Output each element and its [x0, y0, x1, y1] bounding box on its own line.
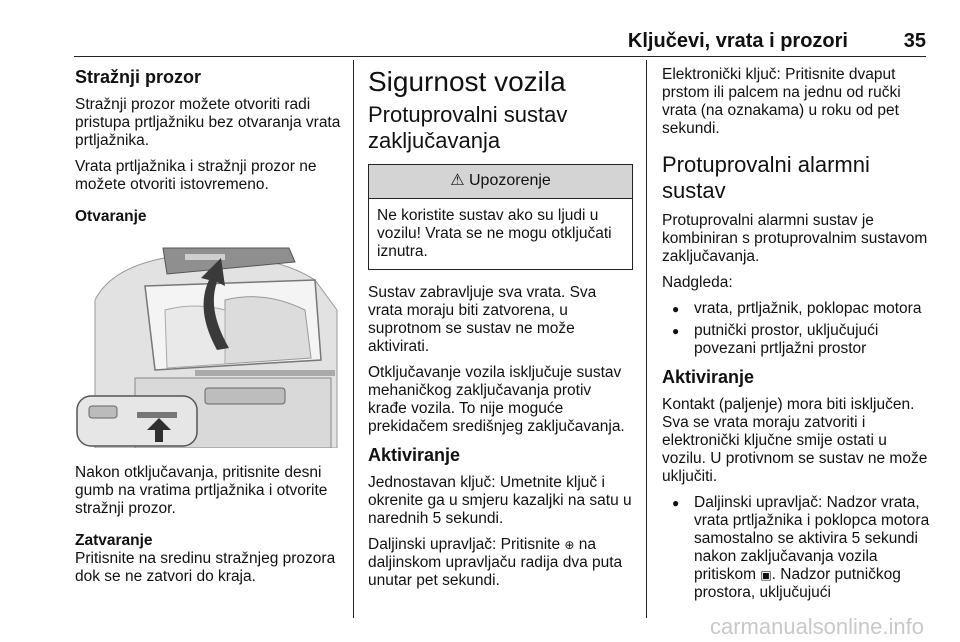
column-2 — [368, 66, 633, 598]
column-divider-1 — [353, 60, 354, 618]
list-item: ● putnički prostor, uključujući povezani prtljažni prostor — [662, 322, 930, 358]
list-item: ● vrata, prtljažnik, poklopac motora — [662, 300, 930, 318]
text-part: Daljinski upravljač: Pritisnite — [368, 536, 561, 553]
section-heading-anti-theft-locking: Protuprovalni sustav zaključavanja — [368, 102, 568, 153]
column-divider-2 — [646, 60, 647, 618]
paragraph: Pritisnite na sredinu stražnjeg prozora dok se ne zatvori do kraja. — [75, 550, 336, 585]
section-heading-rear-window: Stražnji prozor — [75, 67, 202, 87]
activation-list — [662, 494, 930, 602]
column-3 — [662, 66, 930, 610]
paragraph — [368, 536, 633, 590]
paragraph: Stražnji prozor možete otvoriti radi pristupa prtljažniku bez otvaranja vrata prtljažnika. — [75, 96, 341, 149]
page-number: 35 — [903, 30, 926, 52]
text-part: Daljinski upravljač: Nadzor vrata, vrata prtljažnika i poklopca motora samostalno se aktivira 5 sekundi nakon zaključavanja vozila pritiskom — [694, 494, 930, 583]
chapter-heading: Sigurnost vozila — [368, 66, 566, 97]
header-rule — [74, 56, 926, 57]
warning-icon: ⚠ — [450, 172, 465, 189]
list-item — [662, 494, 930, 602]
subheading-opening: Otvaranje — [75, 208, 147, 225]
tailgate-drawing — [75, 240, 339, 448]
rear-window-illustration — [75, 240, 339, 448]
paragraph: Otključavanje vozila isključuje sustav mehaničkog zaključavanja protiv krađe vozila. To nije moguće prekidačem središnjeg zaključavanja. — [368, 364, 625, 435]
warning-title: Upozorenje — [468, 172, 551, 189]
watermark: carmanualsonline.info — [709, 614, 924, 639]
subheading-activation: Aktiviranje — [368, 445, 461, 465]
paragraph: Protuprovalni alarmni sustav je kombiniran s protuprovalnim sustavom zaključavanja. — [662, 212, 928, 265]
header-title: Ključevi, vrata i prozori — [627, 30, 848, 52]
text-part: . Nadzor putničkog prostora, uključujući — [694, 566, 901, 601]
remote-lock-icon: ⊕ — [564, 538, 575, 552]
monitored-list — [662, 300, 930, 358]
paragraph: Nadgleda: — [662, 274, 733, 291]
warning-text: Ne koristite sustav ako su ljudi u vozilu! Vrata se ne mogu otključati iznutra. — [377, 207, 612, 260]
warning-box — [368, 164, 633, 270]
paragraph: Nakon otključavanja, pritisnite desni gumb na vratima prtljažnika i otvorite stražnji prozor. — [75, 464, 328, 517]
paragraph: Kontakt (paljenje) mora biti isključen. Sva se vrata moraju zatvoriti i elektronički ključne smije ostati u vozilu. U protivnom se sustav ne može uključiti. — [662, 396, 928, 485]
text-part: na daljinskom upravljaču radija dva puta unutar pet sekundi. — [368, 536, 623, 589]
warning-header — [369, 165, 632, 199]
section-heading-alarm-system: Protuprovalni alarmni sustav — [662, 152, 870, 203]
paragraph: Jednostavan ključ: Umetnite ključ i okrenite ga u smjeru kazaljki na satu u narednih 5 sekundi. — [368, 474, 632, 527]
paragraph: Sustav zabravljuje sva vrata. Sva vrata moraju biti zatvorena, u suprotnom se sustav ne može aktivirati. — [368, 284, 597, 355]
subheading-closing: Zatvaranje — [75, 532, 153, 549]
column-1 — [75, 66, 343, 594]
remote-lock-icon: ▣ — [760, 568, 772, 582]
paragraph: Vrata prtljažnika i stražnji prozor ne možete otvoriti istovremeno. — [75, 158, 317, 193]
paragraph: Elektronički ključ: Pritisnite dvaput prstom ili palcem na jednu od ručki vrata (na oznakama) u roku od pet sekundi. — [662, 66, 901, 137]
subheading-activation: Aktiviranje — [662, 367, 755, 387]
